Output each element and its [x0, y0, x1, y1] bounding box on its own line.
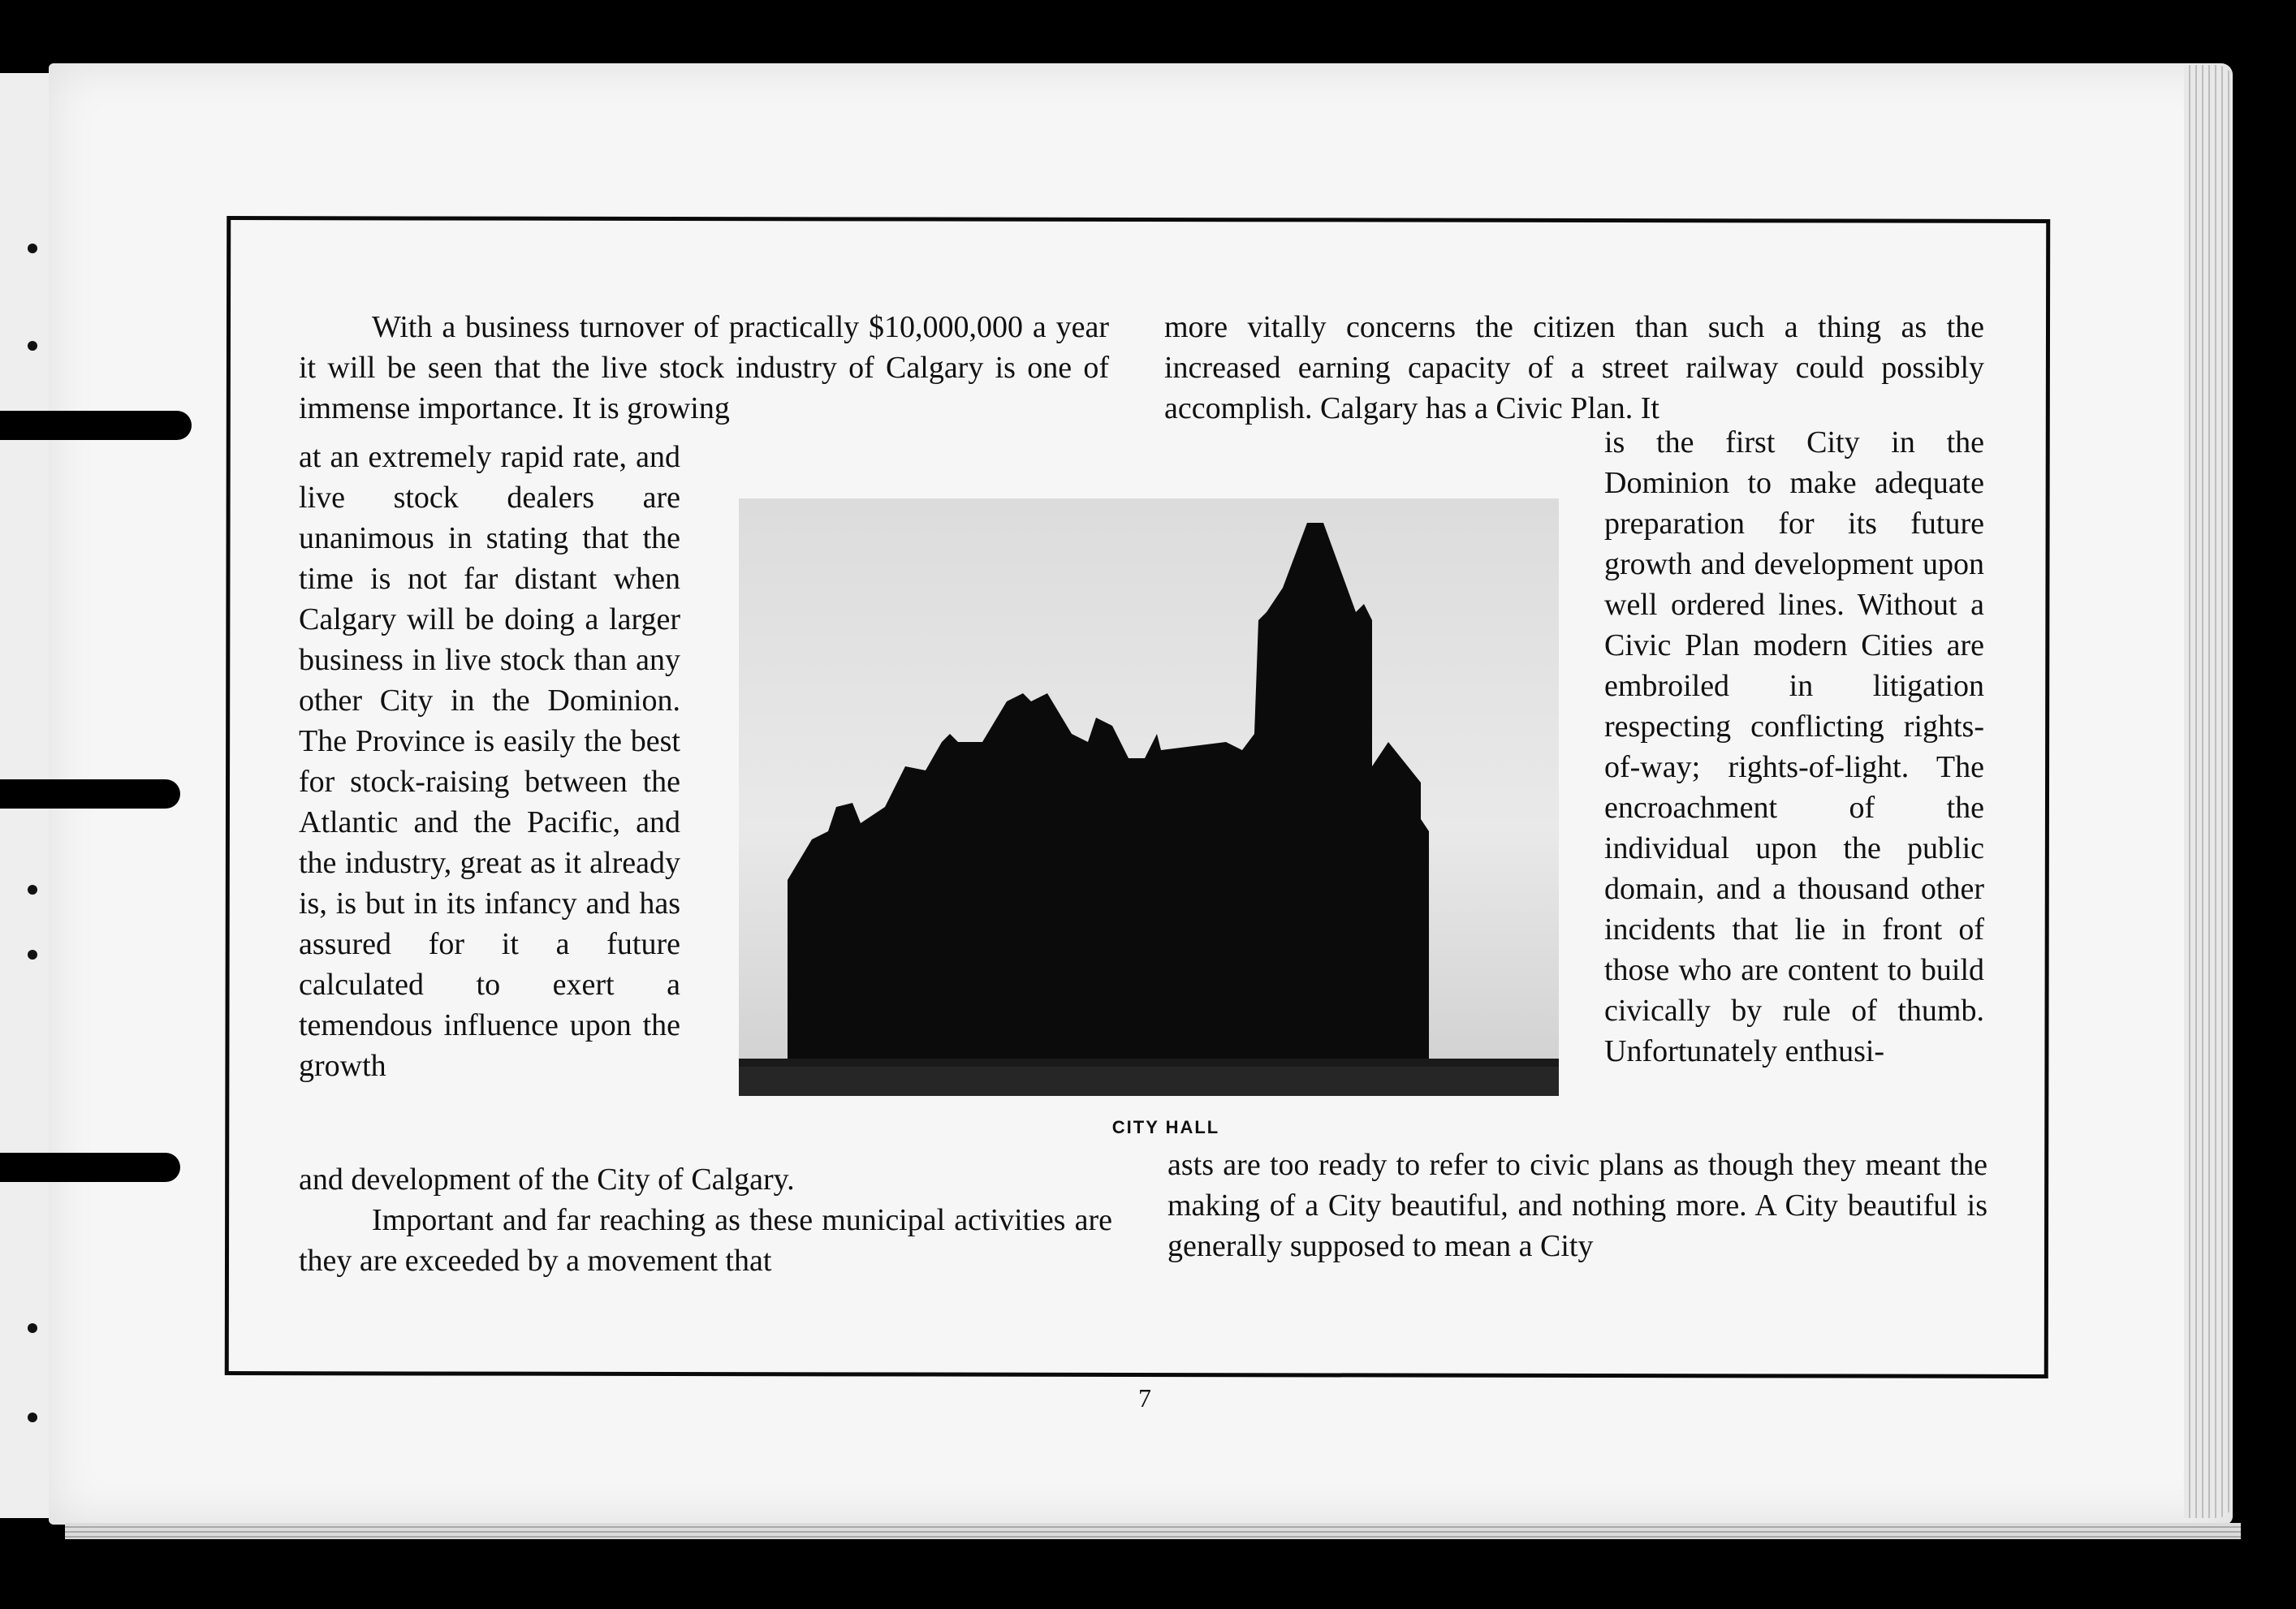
- binder-ring: [0, 411, 192, 440]
- binding-hole: [28, 1323, 37, 1333]
- paragraph-1-narrow: at an extremely rapid rate, and live stock dealers are unanimous in stating that the time is not far distant when Calgary will be doing a larger business in live stock than any other City in the Dominion. The Province is easily the best for stock-raising between the Atlantic and the Pacific, and the industry, great as it already is, is but in its infancy and has assured for it a future calculated to exert a temendous influence upon the growth: [299, 440, 680, 1083]
- figure-caption: CITY HALL: [1111, 1117, 1220, 1137]
- paragraph-1-end: and development of the City of Calgary.: [299, 1163, 795, 1197]
- city-hall-photo: [739, 498, 1559, 1096]
- binding-hole: [28, 885, 37, 895]
- page-number: 7: [1138, 1383, 1151, 1413]
- paragraph-2-right-narrow: is the first City in the Dominion to make adequate preparation for its future growth and development upon well ordered lines. Without a Civic Plan modern Cities are embroiled in litigation respecting conflicting rights-of-way; rights-of-light. The encroachment of the individual upon the public domain, and a thousand other incidents that lie in front of those who are content to build civically by rule of thumb. Unfortunately enthusi-: [1604, 425, 1984, 1068]
- binding-hole: [28, 950, 37, 960]
- page-stack-bottom: [65, 1523, 2241, 1539]
- paragraph-2-start: Important and far reaching as these municipal activities are they are exceeded by a movement that: [299, 1203, 1112, 1278]
- page-stack-edge: [2184, 65, 2233, 1518]
- paragraph-2-right-bottom: asts are too ready to refer to civic plans as though they meant the making of a City beautiful, and nothing more. A City beautiful is generally supposed to mean a City: [1167, 1148, 1987, 1263]
- binder-ring: [0, 1153, 180, 1182]
- binding-hole: [28, 341, 37, 351]
- binding-hole: [28, 1413, 37, 1422]
- binding-hole: [28, 244, 37, 253]
- binder-ring: [0, 779, 180, 809]
- paragraph-2-right-top: more vitally concerns the citizen than such a thing as the increased earning capacity of a street railway could possibly accomplish. Calgary has a Civic Plan. It: [1164, 310, 1984, 425]
- city-hall-silhouette: [739, 498, 1559, 1096]
- paragraph-1-top: With a business turnover of practically $10,000,000 a year it will be seen that the live stock industry of Calgary is one of immense importance. It is growing: [299, 310, 1109, 425]
